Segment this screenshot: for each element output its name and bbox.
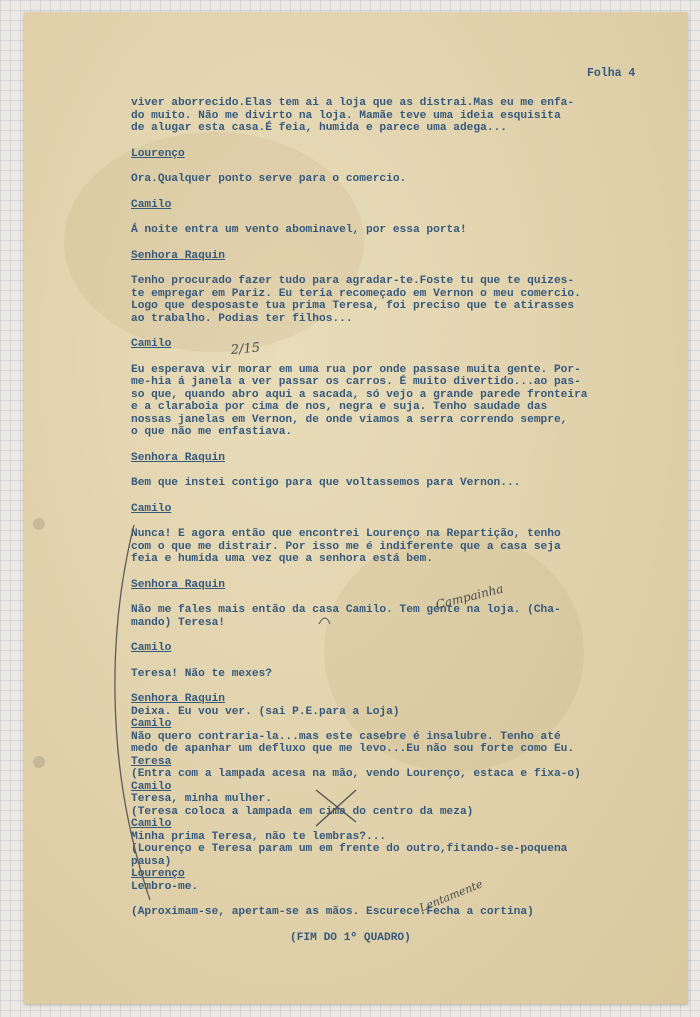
dialogue-line: do muito. Não me divirto na loja. Mamãe teve uma ideia esquisita xyxy=(131,109,561,122)
speaker-name: Senhora Raquin xyxy=(131,693,225,705)
handwritten-note: 2/15 xyxy=(230,340,261,358)
dialogue-line: te empregar em Pariz. Eu teria recomeçado em Vernon o meu comercio. xyxy=(131,287,581,300)
speaker-name: Lourenço xyxy=(131,147,185,160)
speaker-name: Camilo xyxy=(131,718,172,730)
speaker-name: Camilo xyxy=(131,818,172,830)
speaker-name: Camilo xyxy=(131,198,172,211)
dialogue-line: Tenho procurado fazer tudo para agradar-te.Foste tu que te quizes- xyxy=(131,275,575,287)
dialogue-line: e a claraboia por cima de nos, negra e suja. Tenho saudade das xyxy=(131,401,548,413)
dialogue-line: Logo que desposaste tua prima Teresa, foi preciso que te atirasses xyxy=(131,300,575,312)
dialogue-line: ao trabalho. Podias ter filhos... xyxy=(131,312,353,325)
dialogue-line: Lembro-me. xyxy=(131,880,199,893)
dialogue-line: Não me fales mais então da casa Camilo. Tem gente na loja. (Cha- xyxy=(131,604,561,616)
dialogue-line: de alugar esta casa.É feia, humida e parece uma adega... xyxy=(131,122,507,134)
dialogue-line: (Aproximam-se, apertam-se as mãos. Escurece.Fecha a cortina) xyxy=(131,906,534,918)
dialogue-line: medo de apanhar um defluxo que me levo...Eu não sou forte como Eu. xyxy=(131,743,575,755)
dialogue-line: Teresa! Não te mexes? xyxy=(131,667,272,680)
dialogue-line: so que, quando abro aqui a sacada, só vejo a grande parede fronteira xyxy=(131,388,588,401)
dialogue-line: mando) Teresa! xyxy=(131,616,225,629)
binding-hole xyxy=(33,518,45,530)
dialogue-line: pausa) xyxy=(131,855,172,868)
dialogue-line: Á noite entra um vento abominavel, por essa porta! xyxy=(131,224,467,236)
dialogue-line: Eu esperava vir morar em uma rua por onde passase muita gente. Por- xyxy=(131,363,581,376)
dialogue-line: (Lourenço e Teresa param um em frente do outro,fitando-se-poquena xyxy=(131,843,568,855)
speaker-name: Senhora Raquin xyxy=(131,249,225,262)
dialogue-line: com o que me distrair. Por isso me é indiferente que a casa seja xyxy=(131,540,561,553)
dialogue-line: (Teresa coloca a lampada em cima do centro da meza) xyxy=(131,805,474,818)
dialogue-line: feia e humida uma vez que a senhora está bem. xyxy=(131,553,434,565)
handwritten-note: Lentamente xyxy=(417,877,485,915)
dialogue-line: o que não me enfastiava. xyxy=(131,426,293,438)
dialogue-line: nossas janelas em Vernon, de onde viamos a serra correndo sempre, xyxy=(131,413,568,426)
speaker-name: Senhora Raquin xyxy=(131,451,225,464)
speaker-name: Camilo xyxy=(131,780,172,793)
dialogue-line: Não quero contraria-la...mas este casebre é insalubre. Tenho até xyxy=(131,730,561,743)
speaker-name: Senhora Raquin xyxy=(131,578,225,591)
dialogue-line: (Entra com a lampada acesa na mão, vendo Lourenço, estaca e fixa-o) xyxy=(131,768,581,780)
dialogue-line: Minha prima Teresa, não te lembras?... xyxy=(131,830,387,843)
dialogue-line: viver aborrecido.Elas tem ai a loja que as distrai.Mas eu me enfa- xyxy=(131,97,575,109)
speaker-name: Lourenço xyxy=(131,868,185,880)
dialogue-line: Bem que instei contigo para que voltassemos para Vernon... xyxy=(131,477,521,489)
folio-number: Folha 4 xyxy=(587,67,636,80)
dialogue-line: me-hia á janela a ver passar os carros. É muito divertido...ao pas- xyxy=(131,376,581,388)
speaker-name: Teresa xyxy=(131,755,172,768)
dialogue-line: Deixa. Eu vou ver. (sai P.E.para a Loja) xyxy=(131,705,400,718)
speaker-name: Camilo xyxy=(131,502,172,515)
handwritten-note: Campainha xyxy=(434,581,505,612)
speaker-name: Camilo xyxy=(131,642,172,654)
dialogue-line: Teresa, minha mulher. xyxy=(131,793,272,805)
dialogue-line: Nunca! E agora então que encontrei Lourenço na Repartição, tenho xyxy=(131,528,561,540)
binding-hole xyxy=(33,756,45,768)
speaker-name: Camilo xyxy=(131,338,172,350)
scene-end-marker: (FIM DO 1º QUADRO) xyxy=(290,931,411,944)
dialogue-line: Ora.Qualquer ponto serve para o comercio. xyxy=(131,173,407,185)
